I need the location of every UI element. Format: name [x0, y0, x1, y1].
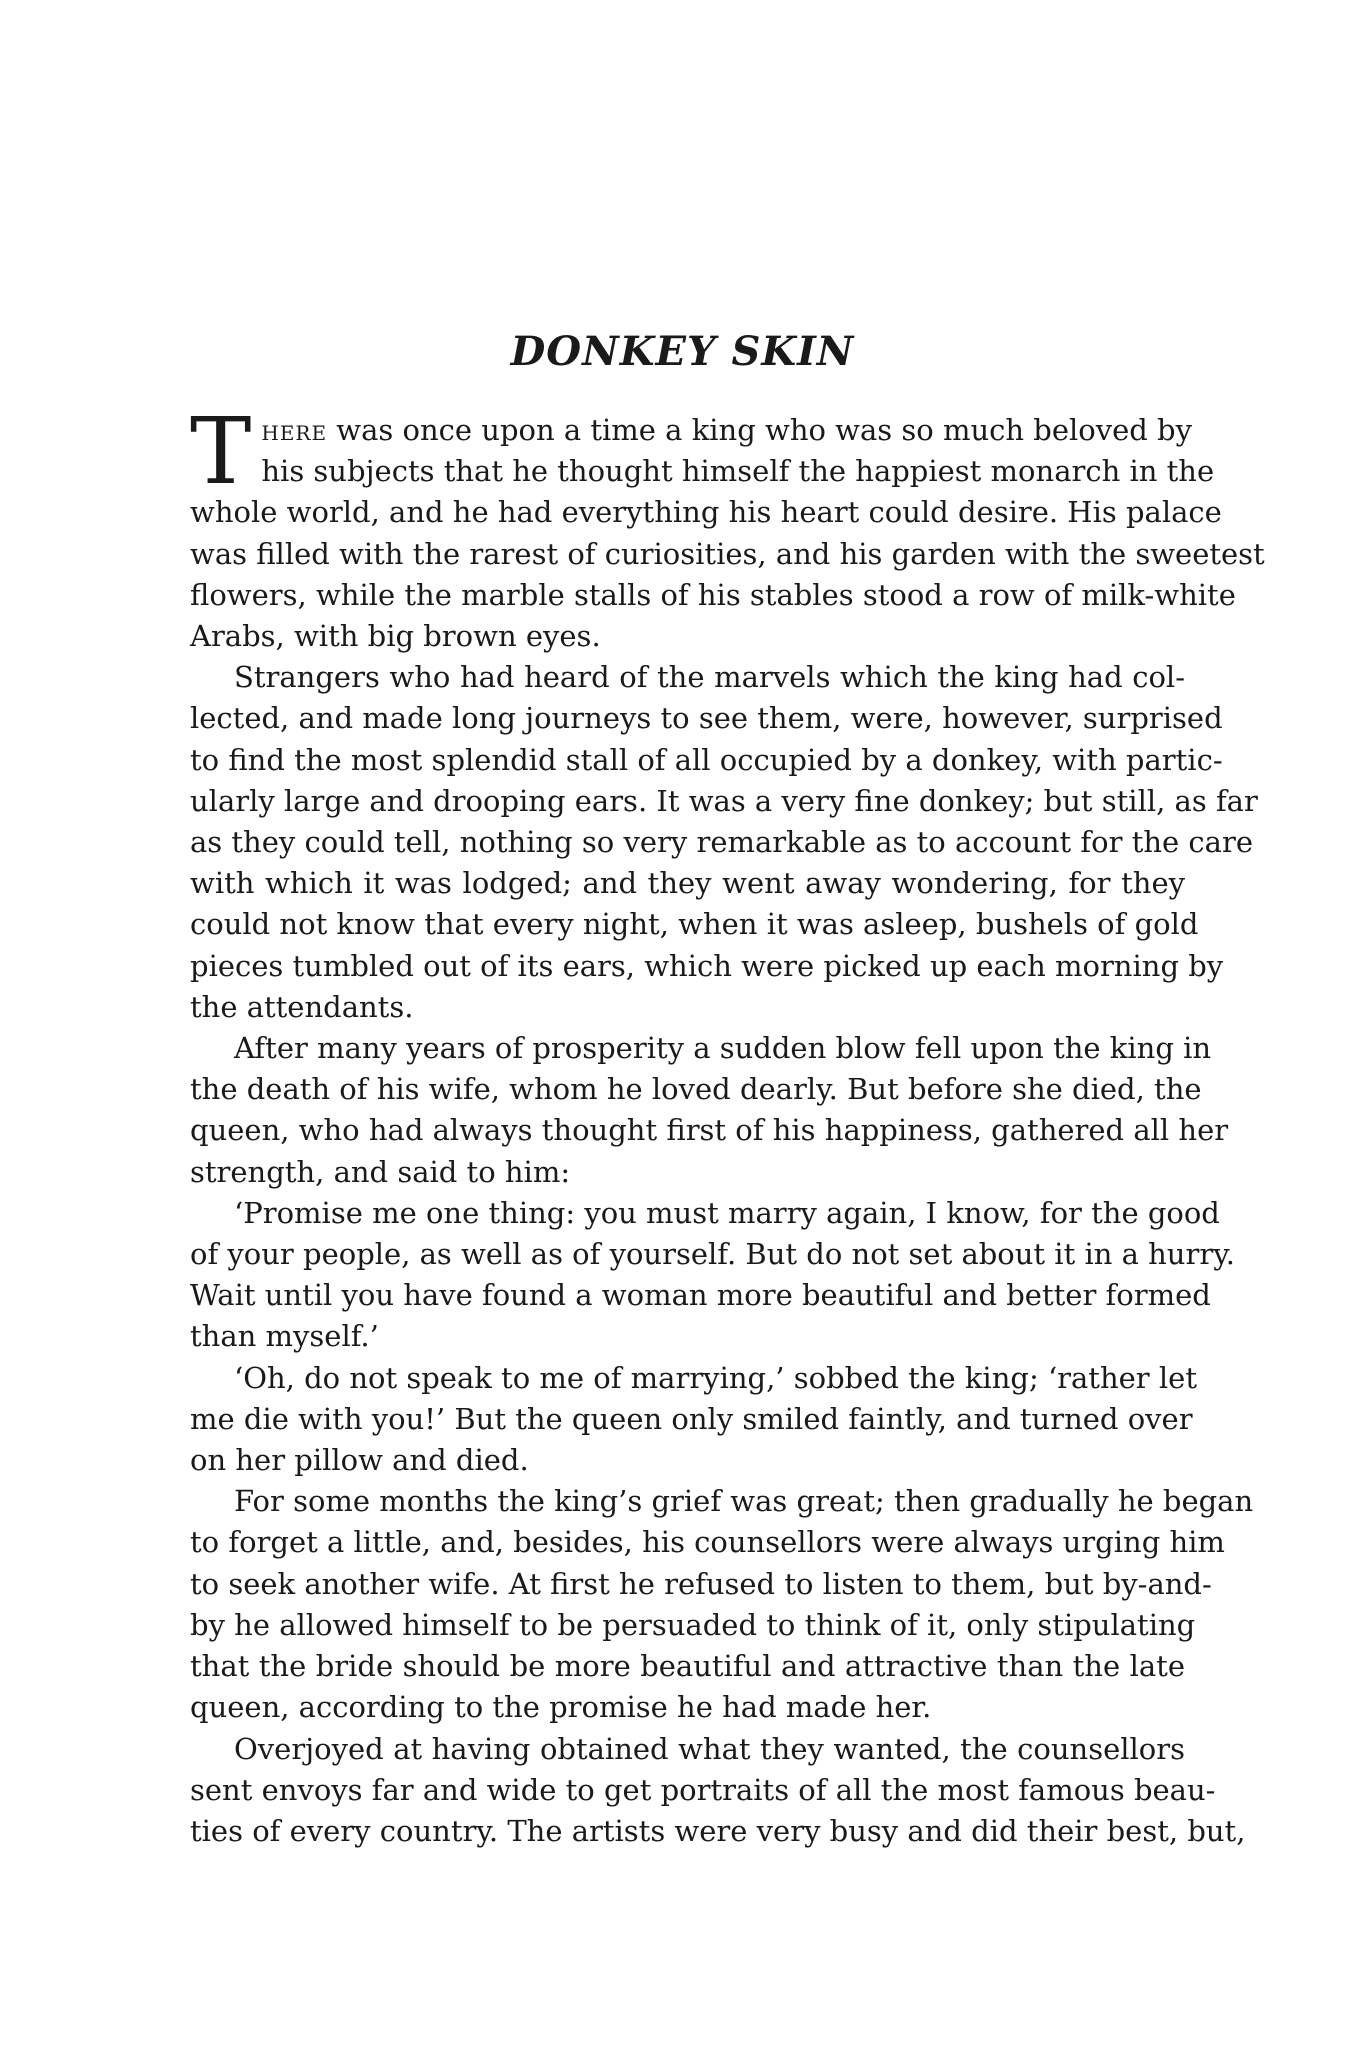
text-line: on her pillow and died. — [190, 1443, 529, 1478]
paragraph — [190, 398, 1265, 657]
text-line — [190, 410, 1192, 451]
text-line: Overjoyed at having obtained what they wanted, the counsellors — [234, 1731, 1185, 1766]
text-line: sent envoys far and wide to get portraits of all the most famous beau- — [190, 1772, 1216, 1807]
text-line: to forget a little, and, besides, his counsellors were always urging him — [190, 1525, 1225, 1560]
text-line: whole world, and he had everything his heart could desire. His palace — [190, 495, 1222, 530]
text-line: ‘Oh, do not speak to me of marrying,’ sobbed the king; ‘rather let — [234, 1360, 1197, 1395]
text-line: strength, and said to him: — [190, 1154, 571, 1189]
text-line: queen, according to the promise he had made her. — [190, 1690, 932, 1725]
paragraph — [190, 1729, 1246, 1853]
text-line: to find the most splendid stall of all occupied by a donkey, with partic- — [190, 742, 1223, 777]
text-line: For some months the king’s grief was great; then gradually he began — [234, 1484, 1254, 1519]
text-line: the death of his wife, whom he loved dearly. But before she died, the — [190, 1072, 1202, 1107]
text-line: could not know that every night, when it was asleep, bushels of gold — [190, 907, 1199, 942]
text-line: than myself.’ — [190, 1319, 379, 1354]
text-line: as they could tell, nothing so very remarkable as to account for the care — [190, 825, 1253, 860]
paragraph — [190, 1358, 1197, 1482]
text-line: was filled with the rarest of curiosities, and his garden with the sweetest — [190, 536, 1265, 571]
small-caps-word: here — [261, 413, 328, 447]
text-line: that the bride should be more beautiful and attractive than the late — [190, 1649, 1185, 1684]
drop-cap: T — [190, 398, 252, 505]
text-line: his subjects that he thought himself the happiest monarch in the — [261, 454, 1215, 489]
paragraph — [190, 1028, 1229, 1193]
text-line: queen, who had always thought first of his happiness, gathered all her — [190, 1113, 1229, 1148]
text-line: ‘Promise me one thing: you must marry again, I know, for the good — [234, 1195, 1220, 1230]
paragraph — [190, 657, 1258, 1028]
text-line: the attendants. — [190, 989, 414, 1024]
text-line: Arabs, with big brown eyes. — [190, 619, 601, 654]
text-line: ties of every country. The artists were very busy and did their best, but, — [190, 1813, 1246, 1848]
text-line: flowers, while the marble stalls of his stables stood a row of milk-white — [190, 577, 1236, 612]
text-line-rest: was once upon a time a king who was so much beloved by — [327, 413, 1192, 447]
text-line: to seek another wife. At first he refused to listen to them, but by-and- — [190, 1566, 1212, 1601]
body-text — [190, 398, 1265, 1852]
paragraph — [190, 1193, 1235, 1358]
text-line: by he allowed himself to be persuaded to think of it, only stipulating — [190, 1607, 1196, 1642]
text-line: ularly large and drooping ears. It was a very fine donkey; but still, as far — [190, 783, 1258, 818]
text-line: of your people, as well as of yourself. But do not set about it in a hurry. — [190, 1237, 1235, 1272]
text-line: pieces tumbled out of its ears, which were picked up each morning by — [190, 948, 1224, 983]
text-line: with which it was lodged; and they went away wondering, for they — [190, 866, 1185, 901]
text-line: lected, and made long journeys to see them, were, however, surprised — [190, 701, 1223, 736]
chapter-title: DONKEY SKIN — [510, 327, 855, 375]
text-line: After many years of prosperity a sudden blow fell upon the king in — [234, 1031, 1212, 1066]
text-line: Wait until you have found a woman more beautiful and better formed — [190, 1278, 1211, 1313]
text-line: Strangers who had heard of the marvels which the king had col- — [234, 660, 1185, 695]
text-line: me die with you!’ But the queen only smiled faintly, and turned over — [190, 1401, 1193, 1436]
paragraph — [190, 1481, 1254, 1728]
